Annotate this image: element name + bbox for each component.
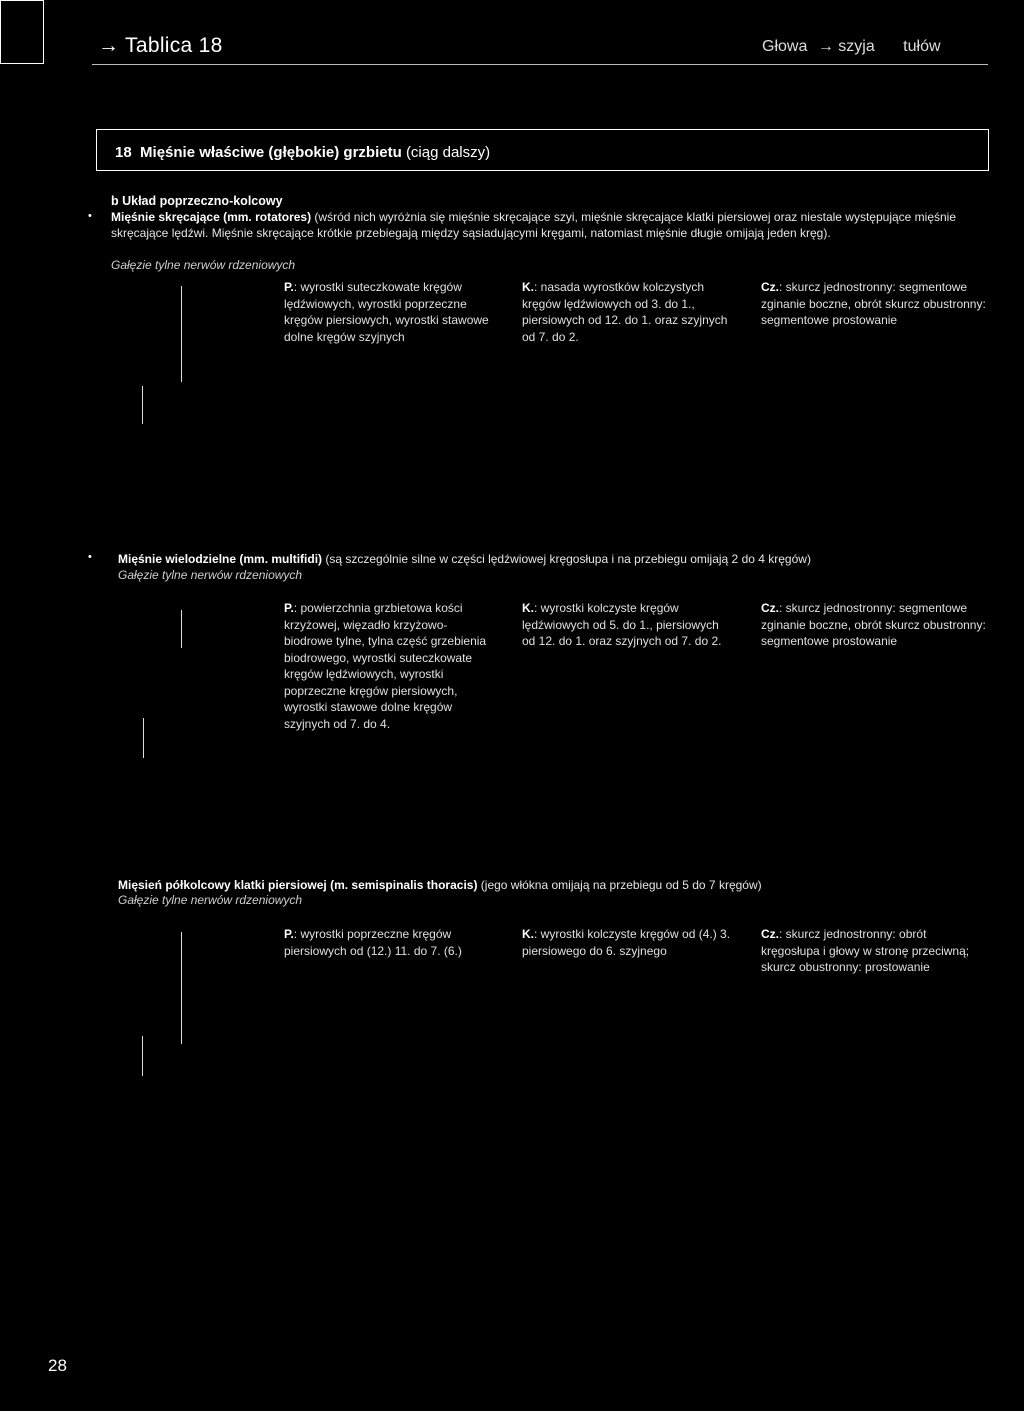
illustration-line xyxy=(143,718,144,758)
illustration-line xyxy=(142,1036,143,1076)
block-rotatores-heading xyxy=(111,209,991,241)
insertion-label: K. xyxy=(522,927,534,941)
block-heading-bold: Mięśnie skręcające (mm. rotatores) xyxy=(111,210,312,224)
insertion-label: K. xyxy=(522,601,534,615)
illustration-line xyxy=(181,610,182,648)
origin-text xyxy=(284,279,494,345)
origin-label: P. xyxy=(284,927,294,941)
insertion-text xyxy=(522,926,734,959)
breadcrumb-item-neck: → szyja xyxy=(817,38,875,55)
illustration-line xyxy=(181,932,182,1044)
function-label: Cz. xyxy=(761,601,779,615)
function-text xyxy=(761,926,985,976)
function-label: Cz. xyxy=(761,280,779,294)
block-heading-bold: Mięsień półkolcowy klatki piersiowej (m. semispinalis thoracis) xyxy=(118,878,478,892)
function-value: : skurcz jednostronny: segmentowe zginanie boczne, obrót skurcz obustronny: segmentowe prostowanie xyxy=(761,601,986,648)
origin-label: P. xyxy=(284,601,294,615)
section-title-bold: Mięśnie właściwe (głębokie) grzbietu xyxy=(140,144,402,161)
bullet-marker: • xyxy=(88,551,92,563)
block-heading-rest: (jego włókna omijają na przebiegu od 5 do 7 kręgów) xyxy=(477,878,762,892)
insertion-value: : wyrostki kolczyste kręgów od (4.) 3. piersiowego do 6. szyjnego xyxy=(522,927,731,958)
nerve-supply: Gałęzie tylne nerwów rdzeniowych xyxy=(111,258,296,272)
header-breadcrumb xyxy=(762,38,941,56)
insertion-value: : nasada wyrostków kolczystych kręgów lędźwiowych od 3. do 1., piersiowych od 12. do 1. oraz szyjnych od 7. do 2. xyxy=(522,280,728,344)
bullet-marker: • xyxy=(88,210,92,222)
insertion-text xyxy=(522,600,734,650)
block-heading-rest: (wśród nich wyróżnia się mięśnie skręcające szyi, mięśnie skręcające klatki piersiowej oraz niestale występujące mięśnie skręcające lędźwi. Mięśnie skręcające krótkie przebiegają między sąsiadującymi kręgami, natomiast mięśnie długie omijają jeden kręg). xyxy=(111,210,957,240)
origin-label: P. xyxy=(284,280,294,294)
function-text xyxy=(761,600,987,650)
header-divider xyxy=(92,64,988,65)
breadcrumb-item-head: Głowa xyxy=(762,38,808,55)
section-title-box xyxy=(96,129,989,171)
section-title xyxy=(115,144,490,161)
block-multifidi-heading xyxy=(118,551,988,567)
origin-value: : powierzchnia grzbietowa kości krzyżowej, więzadło krzyżowo-biodrowe tylne, tylna część grzebienia biodrowego, wyrostki suteczkowate kręgów lędźwiowych, wyrostki poprzeczne kręgów piersiowych, wyrostki stawowe dolne kręgów szyjnych od 7. do 4. xyxy=(284,601,487,731)
insertion-text xyxy=(522,279,734,345)
function-text xyxy=(761,279,987,329)
corner-frame xyxy=(0,0,44,64)
origin-value: : wyrostki poprzeczne kręgów piersiowych od (12.) 11. do 7. (6.) xyxy=(284,927,462,958)
origin-value: : wyrostki suteczkowate kręgów lędźwiowych, wyrostki poprzeczne kręgów piersiowych, wyrostki stawowe dolne kręgów szyjnych xyxy=(284,280,489,344)
nerve-supply: Gałęzie tylne nerwów rdzeniowych xyxy=(118,568,303,582)
illustration-line xyxy=(181,286,182,382)
function-label: Cz. xyxy=(761,927,779,941)
nerve-supply: Gałęzie tylne nerwów rdzeniowych xyxy=(118,893,303,907)
insertion-label: K. xyxy=(522,280,534,294)
block-heading-rest: (są szczególnie silne w części lędźwiowej kręgosłupa i na przebiegu omijają 2 do 4 kręgów) xyxy=(322,552,811,566)
block-heading-bold: Mięśnie wielodzielne (mm. multifidi) xyxy=(118,552,323,566)
page-number: 28 xyxy=(48,1356,67,1375)
section-number: 18 xyxy=(115,144,132,161)
section-title-rest: (ciąg dalszy) xyxy=(405,144,491,161)
illustration-line xyxy=(142,386,143,424)
block-semispinalis-heading xyxy=(118,877,988,893)
insertion-value: : wyrostki kolczyste kręgów lędźwiowych od 5. do 1., piersiowych od 12. do 1. oraz szyjnych od 7. do 2. xyxy=(522,601,722,648)
page-header-title: → Tablica 18 xyxy=(98,34,223,57)
origin-text xyxy=(284,926,496,959)
function-value: : skurcz jednostronny: segmentowe zginanie boczne, obrót skurcz obustronny: segmentowe prostowanie xyxy=(761,280,986,327)
function-value: : skurcz jednostronny: obrót kręgosłupa i głowy w stronę przeciwną; skurcz obustronny: prostowanie xyxy=(761,927,970,974)
subsection-title: b Układ poprzeczno-kolcowy xyxy=(111,194,283,208)
breadcrumb-item-trunk: tułów xyxy=(903,38,941,55)
origin-text xyxy=(284,600,496,732)
